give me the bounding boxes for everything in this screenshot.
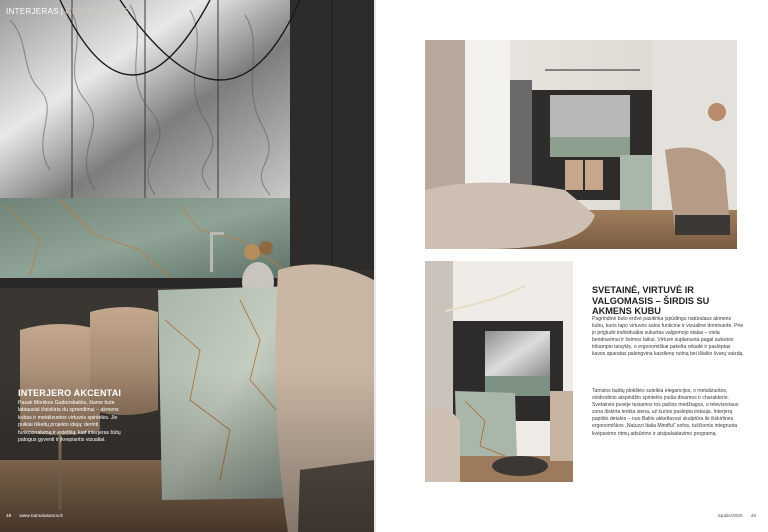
accent-title: INTERJERO AKCENTAI xyxy=(18,388,122,398)
right-page xyxy=(376,0,768,532)
body-paragraph-2: Tamsios baldų plokštės suteikia elegancijos, o metalizuotos, veidrodinio atspindžio spintelės įneša dinamos ir charakterio. Svetainės pusėje tęsiamos tos pačios medžiagos, o televizoriaus zona išskirta lenkta siena, už kurios paslėpta indauja. Interjerą papildo detalės – nuo Baltio akketlavusi skulptūra iki išskirtinės ergonomiškos „Natuzzi Italia Mindful“ sofos, tuščiomis integruota kvėpavimo ritmų adsūrimo ir atsipalaidavimo programą. xyxy=(592,388,739,437)
right-page-number: 49 xyxy=(750,514,756,519)
section-separator: | xyxy=(60,7,64,16)
right-folio xyxy=(710,514,756,519)
left-page xyxy=(0,0,374,532)
kitchen-photo xyxy=(0,0,374,532)
accent-caption xyxy=(18,388,130,444)
living-room-photo xyxy=(425,40,737,249)
issue-date: Spalis/2025 xyxy=(717,514,743,519)
body-paragraph-1: Pagrindinė buto erdvė pasitinka įspūdingu natūralaus akmens kubu, kuris tapo virtuvės salos funkcine ir vizualine dominante. Prie jo prigludo individualiai sukurtas valgomojo stalas – vieta bendravimui ir šeimos laikui. Virtuvė suplanuota pagal auksinio trikampio taisyklę, o ergonomiškai pakelta orkaitė ir paslėptas kavos aparatas palengvina kasdienę rutiną bei išlaiko švarų vaizdą. xyxy=(592,316,744,358)
section-overline xyxy=(6,7,129,16)
left-folio xyxy=(6,514,71,519)
section-subcategory: GEROS IDĖJOS xyxy=(65,7,129,16)
section-category: INTERJERAS xyxy=(6,7,59,16)
left-page-number: 48 xyxy=(6,514,12,519)
accent-text: Pasak Monikos Gudonskaitės, šiame bute labiausiai išsiskiria du sprendimai – akmens kubas ir metalizuotos virtuvės spintelės. Jie puikiai iškeltų projekto ideją: derinti funkcionalumą ir estetiką, kad interjeras būtų patogus gyventi ir įkvepiantis vizualiai. xyxy=(18,400,121,444)
section-heading: SVETAINĖ, VIRTUVĖ IR VALGOMASIS – ŠIRDIS SU AKMENS KUBU xyxy=(592,285,710,317)
site-url[interactable]: www.namaiusanov.lt xyxy=(19,514,63,519)
kitchen-dining-photo xyxy=(425,261,573,482)
